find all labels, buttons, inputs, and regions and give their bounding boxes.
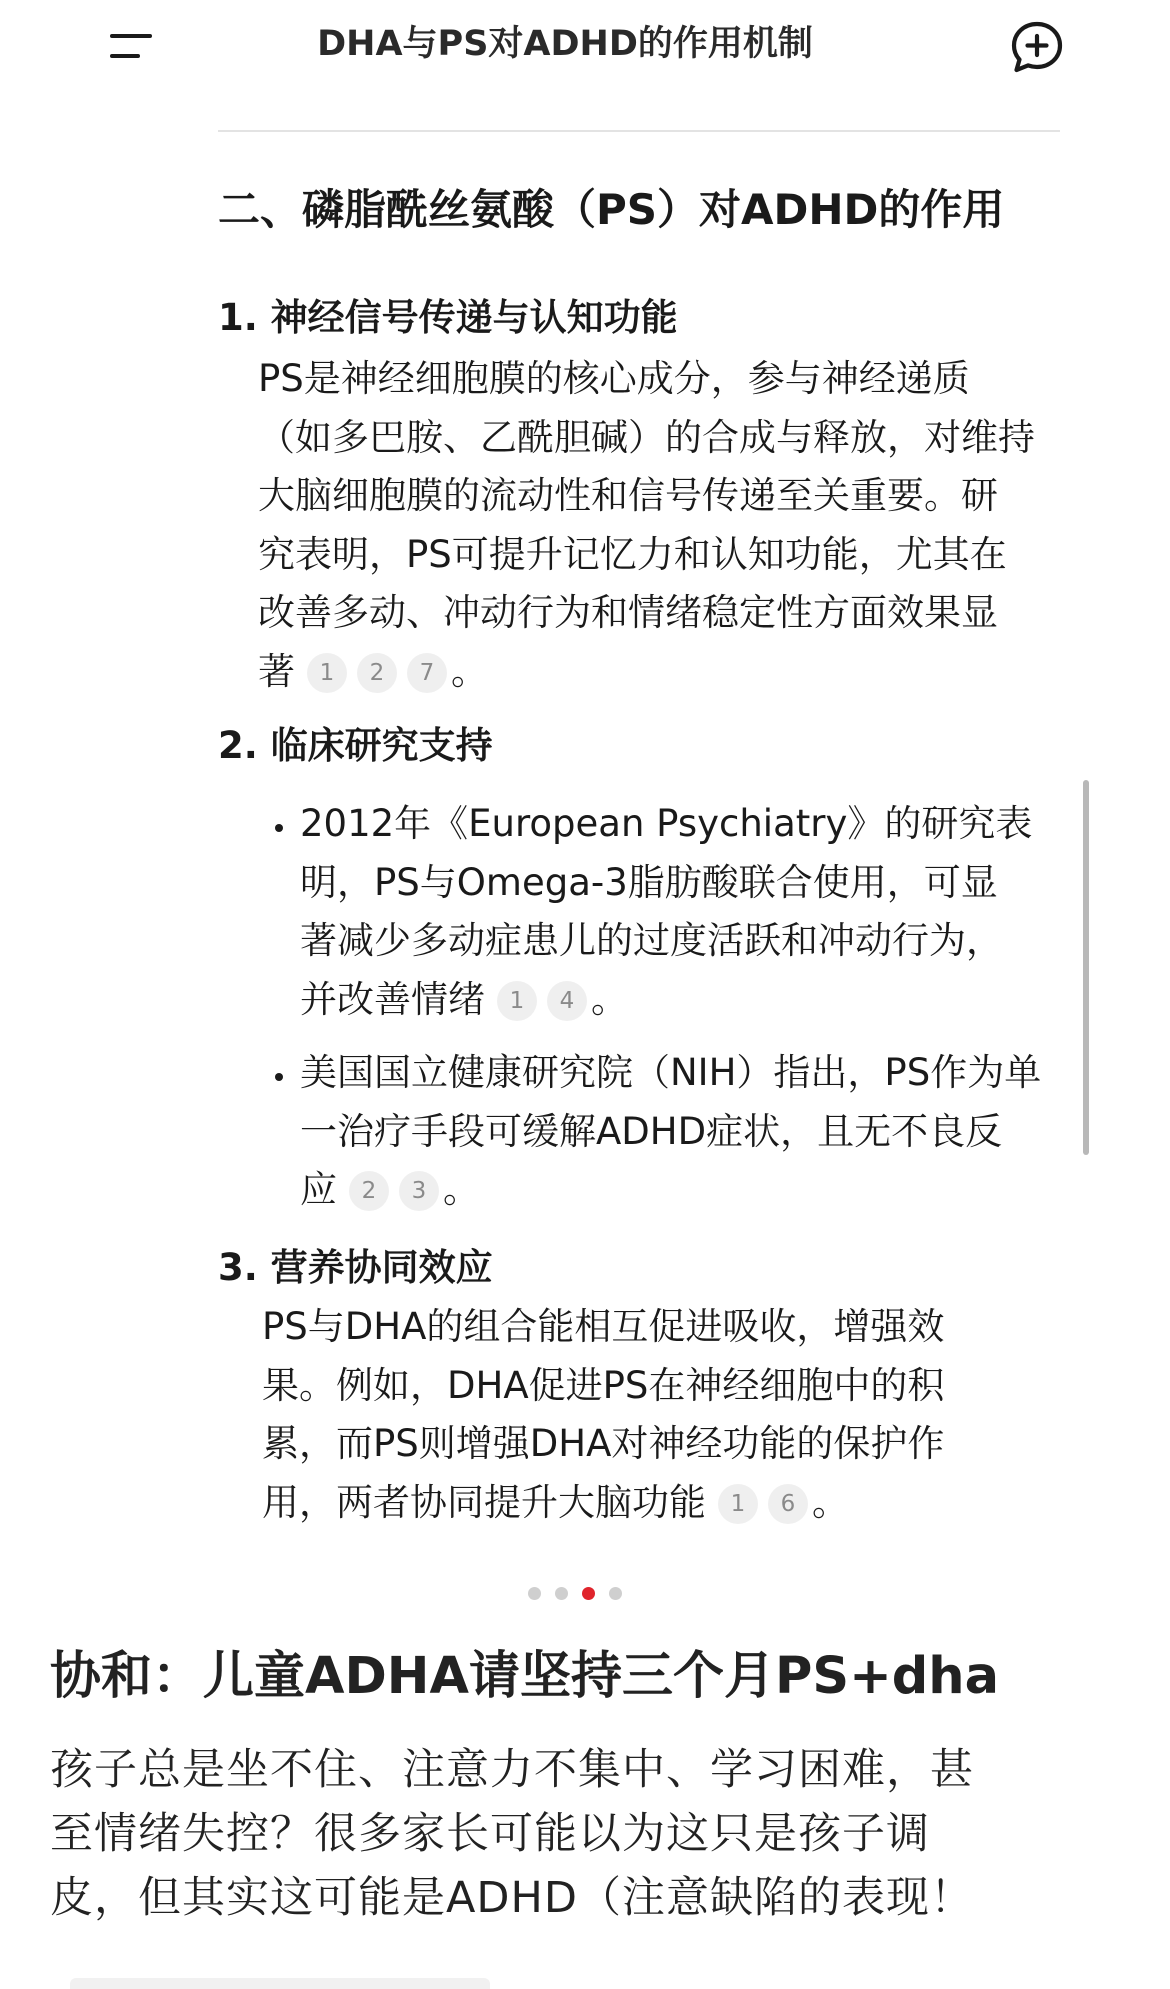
citation-badge[interactable]: 1 (718, 1484, 758, 1524)
bottom-toolbar (70, 1978, 490, 1989)
paragraph-line: （如多巴胺、乙酰胆碱）的合成与释放，对维持 (258, 415, 1035, 459)
carousel-dot[interactable] (528, 1587, 541, 1600)
bullet-1-paragraph (300, 795, 1032, 1029)
paragraph-line: 究表明，PS可提升记忆力和认知功能，尤其在 (258, 532, 1007, 576)
carousel-dot[interactable] (609, 1587, 622, 1600)
top-app-bar (0, 0, 1170, 92)
paragraph-line: 著减少多动症患儿的过度活跃和冲动行为， (300, 919, 1003, 962)
paragraph-last-line (258, 643, 1035, 702)
citation-badge[interactable]: 6 (768, 1484, 808, 1524)
item-title-1: 1. 神经信号传递与认知功能 (218, 296, 678, 339)
paragraph-line: 明，PS与Omega-3脂肪酸联合使用，可显 (300, 860, 998, 904)
article-title: 协和：儿童ADHA请坚持三个月PS+dha (50, 1647, 1000, 1706)
citation-badge[interactable]: 1 (307, 653, 347, 693)
paragraph-line: 一治疗手段可缓解ADHD症状，且无不良反 (300, 1109, 1003, 1153)
header-divider (218, 130, 1060, 132)
citation-badge[interactable]: 4 (547, 981, 587, 1021)
paragraph-line: 并改善情绪 (300, 977, 485, 1021)
paragraph-line: 用，两者协同提升大脑功能 (262, 1480, 706, 1524)
carousel-dot[interactable] (555, 1587, 568, 1600)
paragraph-last-line (300, 971, 1032, 1030)
carousel-dot-active[interactable] (582, 1587, 595, 1600)
item-1-paragraph (258, 350, 1035, 701)
item-title-2: 2. 临床研究支持 (218, 724, 493, 767)
sentence-end: 。 (443, 1168, 480, 1211)
item-title-3: 3. 营养协同效应 (218, 1246, 493, 1289)
paragraph-line: 著 (258, 649, 295, 693)
conversation-title: DHA与PS对ADHD的作用机制 (317, 24, 813, 64)
new-chat-icon[interactable] (1008, 18, 1066, 76)
paragraph-line: 果。例如，DHA促进PS在神经细胞中的积 (262, 1363, 945, 1407)
sentence-end: 。 (451, 649, 488, 693)
paragraph-last-line (262, 1474, 944, 1533)
section-heading: 二、磷脂酰丝氨酸（PS）对ADHD的作用 (218, 185, 1005, 234)
citation-badge[interactable]: 1 (497, 981, 537, 1021)
paragraph-line: 2012年《European Psychiatry》的研究表 (300, 802, 1033, 845)
paragraph-line: 累，而PS则增强DHA对神经功能的保护作 (262, 1422, 945, 1465)
menu-line (110, 54, 140, 58)
article-line: 皮，但其实这可能是ADHD（注意缺陷的表现！ (50, 1873, 974, 1923)
article-body (50, 1738, 1150, 1930)
paragraph-line: PS是神经细胞膜的核心成分，参与神经递质 (258, 357, 970, 400)
bullet-dot (275, 824, 283, 832)
menu-line (110, 34, 152, 38)
citation-badge[interactable]: 3 (399, 1171, 439, 1211)
citation-badge[interactable]: 7 (407, 653, 447, 693)
bullet-2-paragraph (300, 1044, 1041, 1220)
paragraph-line: 美国国立健康研究院（NIH）指出，PS作为单 (300, 1051, 1042, 1094)
paragraph-line: PS与DHA的组合能相互促进吸收，增强效 (262, 1305, 945, 1348)
paragraph-line: 大脑细胞膜的流动性和信号传递至关重要。研 (258, 474, 998, 517)
item-3-paragraph (262, 1298, 944, 1532)
article-line: 至情绪失控？很多家长可能以为这只是孩子调 (50, 1809, 930, 1859)
paragraph-last-line (300, 1161, 1041, 1220)
citation-badge[interactable]: 2 (357, 653, 397, 693)
sentence-end: 。 (812, 1480, 849, 1524)
bullet-dot (275, 1073, 283, 1081)
scrollbar[interactable] (1083, 780, 1089, 1155)
sentence-end: 。 (591, 977, 628, 1021)
menu-icon[interactable] (98, 26, 164, 66)
paragraph-line: 应 (300, 1168, 337, 1211)
paragraph-line: 改善多动、冲动行为和情绪稳定性方面效果显 (258, 591, 998, 634)
article-line: 孩子总是坐不住、注意力不集中、学习困难，甚 (50, 1745, 974, 1795)
citation-badge[interactable]: 2 (349, 1171, 389, 1211)
